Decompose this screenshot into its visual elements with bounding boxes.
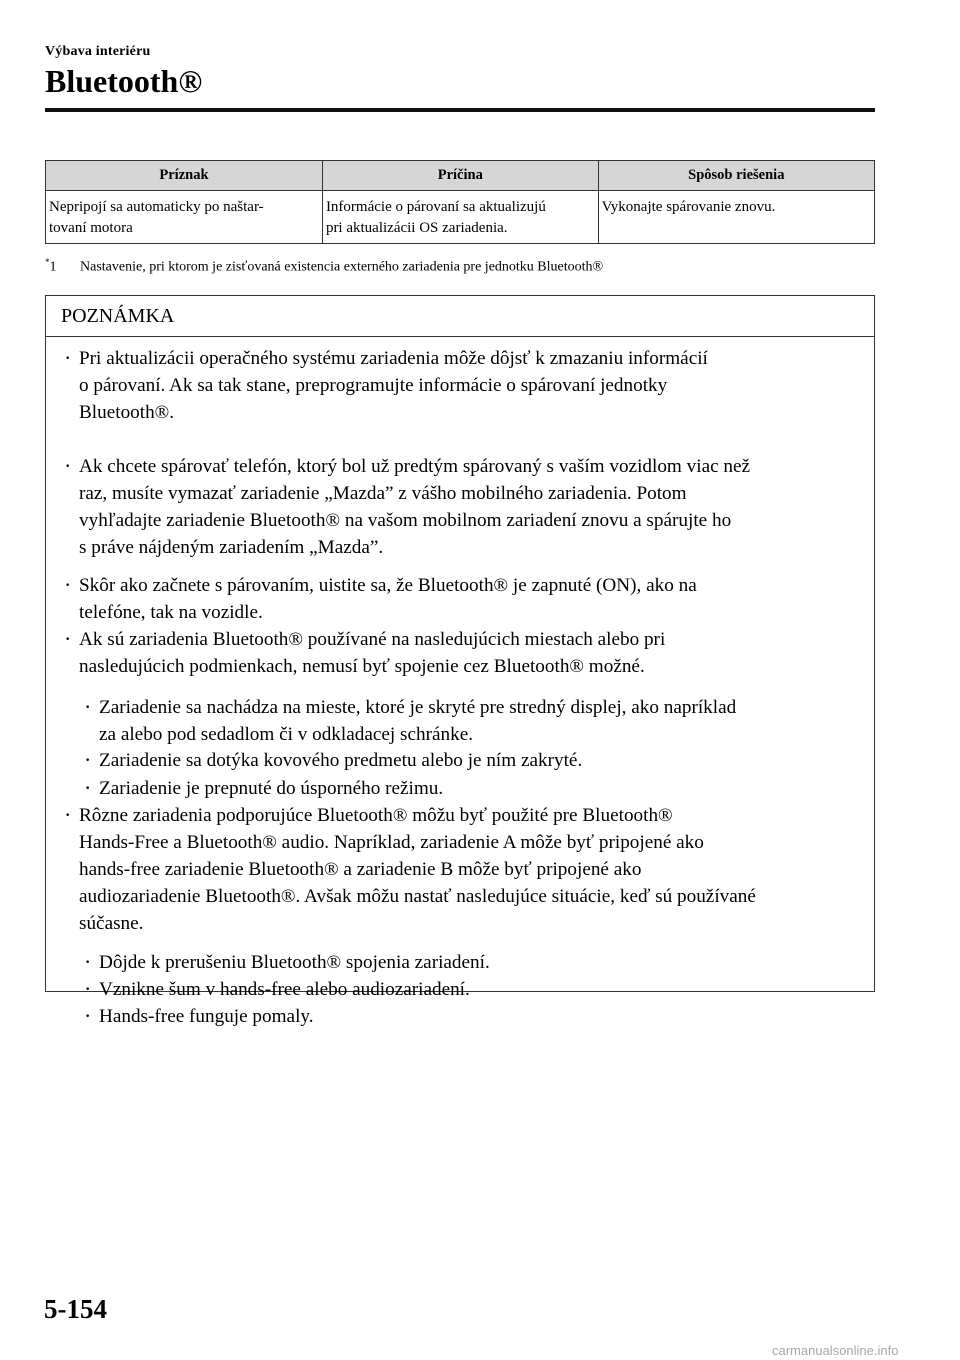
- note-line: audiozariadenie Bluetooth®. Avšak môžu nastať nasledujúce situácie, keď sú používané: [79, 886, 756, 907]
- note-line: hands-free zariadenie Bluetooth® a zariadenie B môže byť pripojené ako: [79, 859, 642, 880]
- note-line: vyhľadajte zariadenie Bluetooth® na vašom mobilnom zariadení znovu a spárujte ho: [79, 510, 732, 531]
- note-line: Pri aktualizácii operačného systému zariadenia môže dôjsť k zmazaniu informácií: [79, 348, 708, 369]
- bullet-dot: ·: [65, 350, 71, 367]
- note-line: Bluetooth®.: [79, 402, 175, 423]
- watermark: carmanualsonline.info: [772, 1343, 899, 1358]
- note-subbullet-item: [85, 747, 869, 774]
- note-heading: POZNÁMKA: [46, 296, 874, 337]
- note-bullet-item: [65, 572, 869, 626]
- note-subbullet-item: [85, 976, 869, 1003]
- note-subbullet-item: [85, 1003, 869, 1030]
- cell-solution: [598, 191, 874, 244]
- note-line: Vznikne šum v hands-free alebo audiozariadení.: [99, 979, 470, 1000]
- note-line: za alebo pod sedadlom či v odkladacej schránke.: [99, 724, 474, 745]
- note-line: telefóne, tak na vozidle.: [79, 602, 263, 623]
- note-line: Zariadenie sa dotýka kovového predmetu alebo je ním zakryté.: [99, 750, 583, 771]
- note-bullet-item: [65, 802, 869, 937]
- bullet-dot: ·: [85, 1008, 91, 1025]
- cell-text-line: tovaní motora: [49, 220, 133, 236]
- note-line: súčasne.: [79, 913, 144, 934]
- footnote-marker: *1: [45, 257, 57, 275]
- note-line: Ak chcete spárovať telefón, ktorý bol už predtým spárovaný s vaším vozidlom viac než: [79, 456, 751, 477]
- header-divider: [45, 108, 875, 112]
- note-line: raz, musíte vymazať zariadenie „Mazda” z vášho mobilného zariadenia. Potom: [79, 483, 687, 504]
- note-line: Dôjde k prerušeniu Bluetooth® spojenia zariadení.: [99, 952, 490, 973]
- note-bullet-item: [65, 453, 869, 561]
- column-header-solution: Spôsob riešenia: [598, 161, 874, 191]
- note-line: o párovaní. Ak sa tak stane, preprogramujte informácie o spárovaní jednotky: [79, 375, 668, 396]
- note-subbullet-item: [85, 694, 869, 748]
- note-bullet-item: [65, 626, 869, 680]
- note-line: Hands-free funguje pomaly.: [99, 1006, 314, 1027]
- note-line: Skôr ako začnete s párovaním, uistite sa, že Bluetooth® je zapnuté (ON), ako na: [79, 575, 697, 596]
- table-header-row: [46, 161, 875, 191]
- note-subbullet-item: [85, 775, 869, 802]
- note-bullet-item: [65, 345, 869, 426]
- note-line: nasledujúcich podmienkach, nemusí byť spojenie cez Bluetooth® možné.: [79, 656, 645, 677]
- bullet-dot: ·: [65, 807, 71, 824]
- bullet-dot: ·: [85, 699, 91, 716]
- footnote-text: Nastavenie, pri ktorom je zisťovaná existencia externého zariadenia pre jednotku Bluetooth®: [80, 259, 604, 275]
- page-number: 5-154: [44, 1294, 107, 1324]
- bullet-dot: ·: [85, 954, 91, 971]
- cell-cause: [322, 191, 598, 244]
- cell-text-line: Nepripojí sa automaticky po naštar-: [49, 199, 264, 215]
- cell-text-line: Informácie o párovaní sa aktualizujú: [325, 199, 546, 215]
- column-header-cause: Príčina: [322, 161, 598, 191]
- note-box: [45, 295, 875, 1027]
- column-header-symptom: Príznak: [46, 161, 323, 191]
- page-title: Bluetooth®: [45, 63, 203, 99]
- note-line: Zariadenie je prepnuté do úsporného režimu.: [99, 778, 444, 799]
- troubleshooting-table: [45, 160, 875, 244]
- note-line: Rôzne zariadenia podporujúce Bluetooth® môžu byť použité pre Bluetooth®: [79, 805, 673, 826]
- bullet-dot: ·: [65, 577, 71, 594]
- section-label: Výbava interiéru: [45, 44, 151, 59]
- note-line: Zariadenie sa nachádza na mieste, ktoré je skryté pre stredný displej, ako napríklad: [99, 697, 737, 718]
- bullet-dot: ·: [85, 752, 91, 769]
- table-row: [46, 191, 875, 244]
- cell-text-line: Vykonajte spárovanie znovu.: [601, 199, 776, 215]
- bullet-dot: ·: [85, 780, 91, 797]
- bullet-dot: ·: [65, 458, 71, 475]
- note-line: Ak sú zariadenia Bluetooth® používané na nasledujúcich miestach alebo pri: [79, 629, 666, 650]
- note-line: Hands-Free a Bluetooth® audio. Napríklad, zariadenie A môže byť pripojené ako: [79, 832, 704, 853]
- cell-text-line: pri aktualizácii OS zariadenia.: [325, 220, 508, 236]
- bullet-dot: ·: [85, 981, 91, 998]
- cell-symptom: [46, 191, 323, 244]
- note-line: s práve nájdeným zariadením „Mazda”.: [79, 537, 384, 558]
- note-subbullet-item: [85, 949, 869, 976]
- bullet-dot: ·: [65, 631, 71, 648]
- footnote: [45, 257, 603, 276]
